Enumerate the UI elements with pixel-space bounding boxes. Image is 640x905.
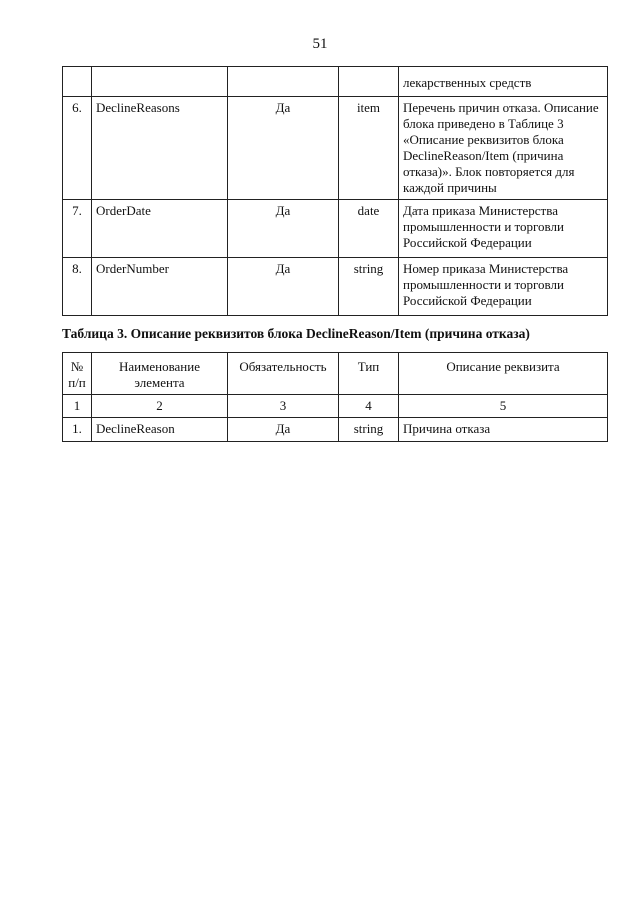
table-row bbox=[63, 67, 608, 97]
element-required: Да bbox=[228, 97, 339, 200]
element-required: Да bbox=[228, 200, 339, 258]
table-row bbox=[63, 418, 608, 442]
column-index: 2 bbox=[92, 395, 228, 418]
row-number: 7. bbox=[63, 200, 92, 258]
header-description: Описание реквизита bbox=[399, 353, 608, 395]
column-index: 3 bbox=[228, 395, 339, 418]
header-required: Обязательность bbox=[228, 353, 339, 395]
decline-reason-requisites-table bbox=[62, 352, 608, 442]
table-row bbox=[63, 97, 608, 200]
element-name bbox=[92, 67, 228, 97]
header-num: № п/п bbox=[63, 353, 92, 395]
row-number: 1. bbox=[63, 418, 92, 442]
element-description: лекарственных средств bbox=[399, 67, 608, 97]
element-type: string bbox=[339, 418, 399, 442]
element-name: DeclineReason bbox=[92, 418, 228, 442]
element-name: DeclineReasons bbox=[92, 97, 228, 200]
table-header-row bbox=[63, 353, 608, 395]
column-index: 4 bbox=[339, 395, 399, 418]
header-name: Наименование элемента bbox=[92, 353, 228, 395]
element-required bbox=[228, 67, 339, 97]
table-3-caption: Таблица 3. Описание реквизитов блока DeclineReason/Item (причина отказа) bbox=[62, 326, 530, 341]
element-type: string bbox=[339, 258, 399, 316]
row-number: 8. bbox=[63, 258, 92, 316]
element-description: Перечень причин отказа. Описание блока приведено в Таблице 3 «Описание реквизитов блока DeclineReason/Item (причина отказа)». Блок повторяется для каждой причины bbox=[399, 97, 608, 200]
page-number: 51 bbox=[312, 36, 328, 52]
row-number bbox=[63, 67, 92, 97]
element-description: Дата приказа Министерства промышленности и торговли Российской Федерации bbox=[399, 200, 608, 258]
table-row bbox=[63, 200, 608, 258]
element-type bbox=[339, 67, 399, 97]
header-type: Тип bbox=[339, 353, 399, 395]
element-type: item bbox=[339, 97, 399, 200]
column-index-row bbox=[63, 395, 608, 418]
column-index: 1 bbox=[63, 395, 92, 418]
requisites-table-continued bbox=[62, 66, 608, 316]
element-description: Номер приказа Министерства промышленности и торговли Российской Федерации bbox=[399, 258, 608, 316]
column-index: 5 bbox=[399, 395, 608, 418]
table-row bbox=[63, 258, 608, 316]
element-name: OrderDate bbox=[92, 200, 228, 258]
row-number: 6. bbox=[63, 97, 92, 200]
element-type: date bbox=[339, 200, 399, 258]
element-description: Причина отказа bbox=[399, 418, 608, 442]
element-required: Да bbox=[228, 418, 339, 442]
element-required: Да bbox=[228, 258, 339, 316]
element-name: OrderNumber bbox=[92, 258, 228, 316]
